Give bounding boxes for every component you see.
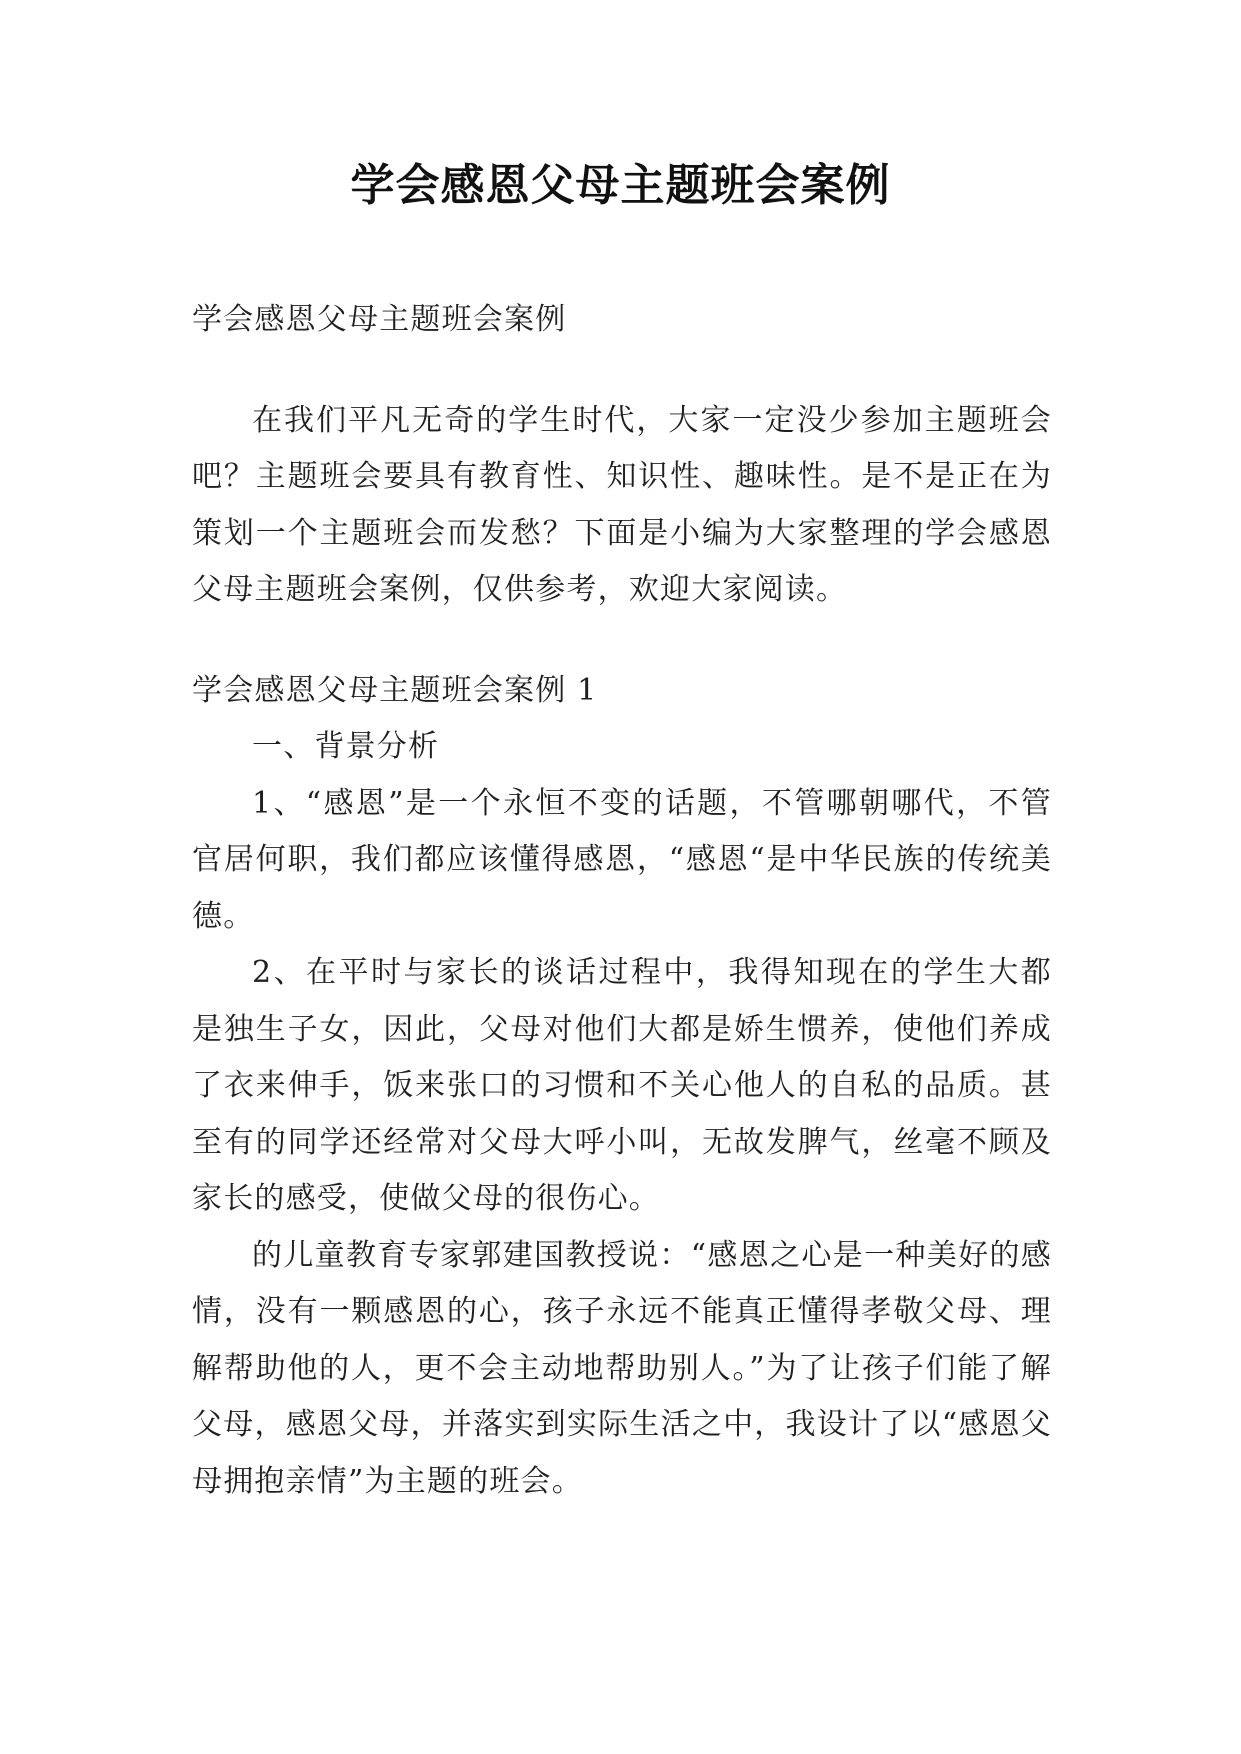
section-heading: 学会感恩父母主题班会案例 1: [192, 672, 598, 708]
body-paragraph: 的儿童教育专家郭建国教授说：“感恩之心是一种美好的感情，没有一颗感恩的心，孩子永远不能真正懂得孝敬父母、理解帮助他的人，更不会主动地帮助别人。”为了让孩子们能了解父母，感恩父母，并落实到实际生活之中，我设计了以“感恩父母拥抱亲情”为主题的班会。: [192, 1237, 1052, 1499]
document-subtitle: 学会感恩父母主题班会案例: [192, 302, 567, 337]
document-title: 学会感恩父母主题班会案例: [350, 160, 891, 211]
body-paragraph: 2、在平时与家长的谈话过程中，我得知现在的学生大都是独生子女，因此，父母对他们大都是娇生惯养，使他们养成了衣来伸手，饭来张口的习惯和不关心他人的自私的品质。甚至有的同学还经常对父母大呼小叫，无故发脾气，丝毫不顾及家长的感受，使做父母的很伤心。: [192, 955, 1052, 1216]
document-body: [192, 292, 1052, 1510]
body-paragraph: 1、“感恩”是一个永恒不变的话题，不管哪朝哪代，不管官居何职，我们都应该懂得感恩，“感恩“是中华民族的传统美德。: [192, 785, 1052, 934]
intro-paragraph: 在我们平凡无奇的学生时代，大家一定没少参加主题班会吧？主题班会要具有教育性、知识性、趣味性。是不是正在为策划一个主题班会而发愁？下面是小编为大家整理的学会感恩父母主题班会案例，仅供参考，欢迎大家阅读。: [192, 402, 1052, 607]
section-subheading: 一、背景分析: [252, 729, 440, 764]
